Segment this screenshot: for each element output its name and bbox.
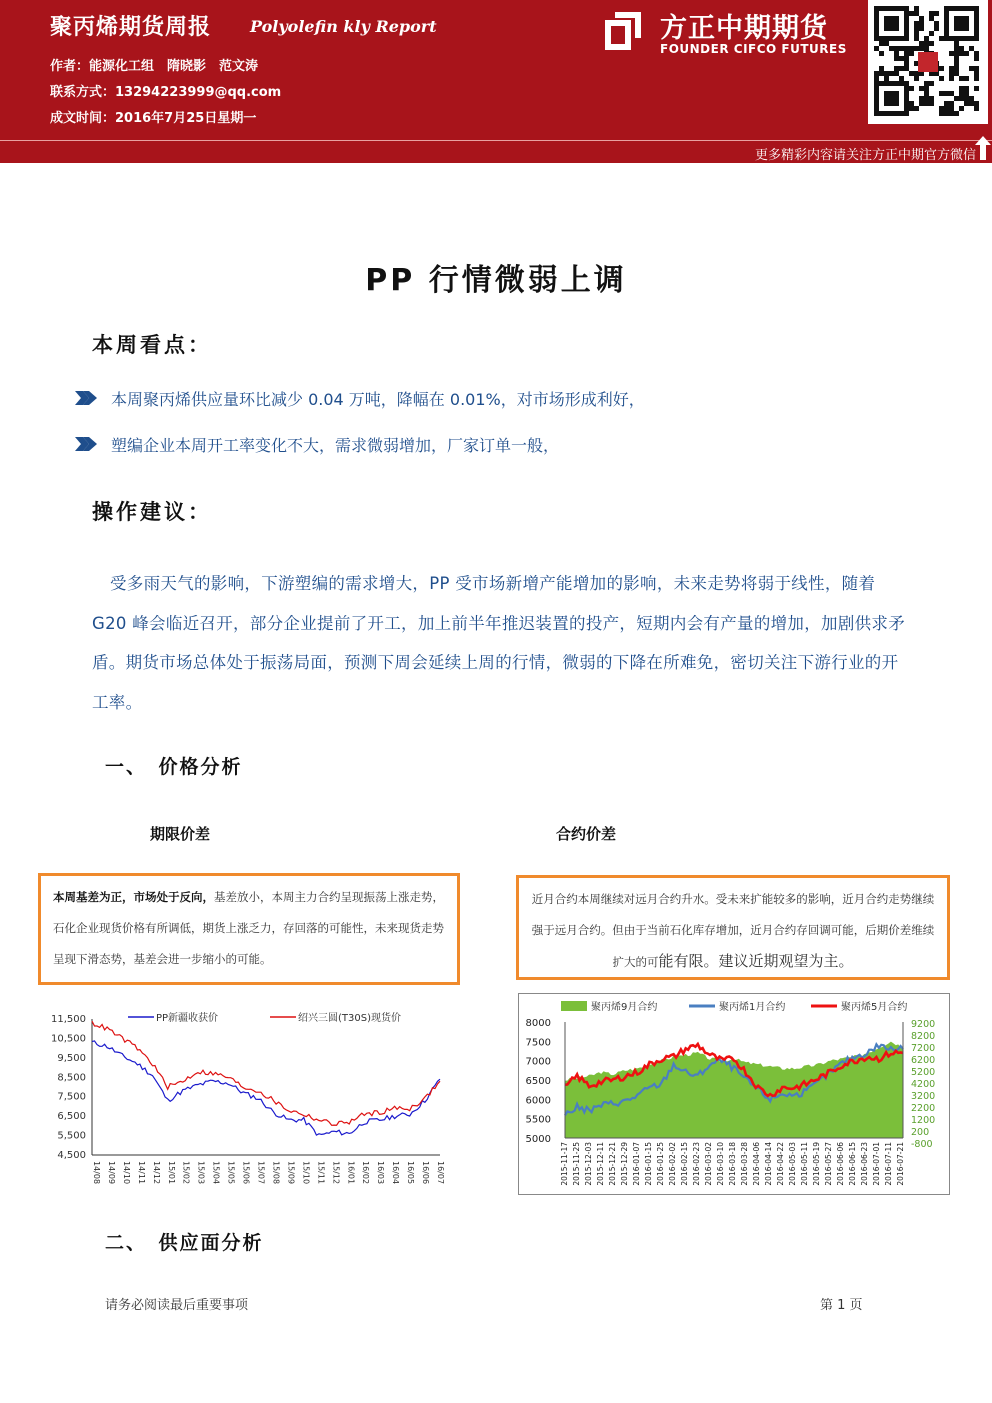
author-line: 作者：能源化工组 隋晓影 范文涛 [50, 59, 259, 74]
x-tick-label: 2016-07-01 [872, 1142, 881, 1186]
header-divider [0, 140, 992, 141]
x-tick-label: 2016-06-06 [836, 1142, 845, 1186]
advice-heading: 操作建议： [92, 500, 212, 524]
wechat-slogan: 更多精彩内容请关注方正中期官方微信 [754, 148, 976, 163]
x-tick-label: 2016-01-25 [656, 1142, 665, 1186]
advice-paragraph: 受多雨天气的影响，下游塑编的需求增大，PP 受市场新增产能增加的影响，未来走势将弱于线性，随着 G20 峰会临近召开，部分企业提前了开工，加上前半年推迟装置的投产，短期内会有产量的增加，加剧供求矛盾。期货市场总体处于振荡局面，预测下周会延续上周的行情，微弱的下降在所难免，密切关注下游行业的开工率。 [92, 574, 906, 712]
y-tick-label: 8,500 [57, 1072, 86, 1084]
contract-spread-chart [518, 993, 950, 1195]
x-tick-label: 2016-06-23 [860, 1142, 869, 1186]
x-tick-label: 16/04 [391, 1161, 401, 1185]
y-tick-label: 10,500 [51, 1033, 86, 1045]
x-tick-label: 2016-04-14 [764, 1142, 773, 1186]
y-left-tick-label: 6000 [525, 1095, 551, 1107]
y-right-tick-label: 200 [911, 1127, 930, 1138]
x-tick-label: 2016-03-28 [740, 1142, 749, 1186]
page-title: PP 行情微弱上调 [365, 263, 627, 298]
x-tick-label: 16/05 [406, 1161, 416, 1185]
x-tick-label: 2016-05-11 [800, 1142, 809, 1186]
y-tick-label: 6,500 [57, 1111, 86, 1123]
bullet-arrow-icon [75, 391, 97, 405]
date-line: 成文时间：2016年7月25日星期一 [50, 111, 257, 126]
page-number: 第 1 页 [820, 1298, 863, 1313]
x-tick-label: 2015-11-17 [560, 1142, 569, 1186]
wechat-qr-code [868, 0, 988, 124]
contact-line: 联系方式：13294223999@qq.com [50, 85, 282, 100]
y-right-tick-label: 5200 [911, 1067, 936, 1078]
section-price-heading: 一、 价格分析 [105, 756, 243, 778]
legend-swatch [561, 1001, 587, 1011]
legend-label: 聚丙烯1月合约 [719, 1002, 786, 1013]
y-left-tick-label: 8000 [525, 1018, 551, 1029]
section-supply-heading: 二、 供应面分析 [105, 1232, 264, 1254]
y-tick-label: 7,500 [57, 1091, 86, 1103]
bullet-arrow-icon [75, 437, 97, 451]
x-tick-label: 15/09 [286, 1161, 296, 1185]
qr-center-logo [918, 52, 938, 72]
x-tick-label: 16/07 [436, 1161, 445, 1185]
legend-label: 聚丙烯5月合约 [841, 1002, 908, 1013]
x-tick-label: 2015-12-11 [596, 1142, 605, 1186]
y-left-tick-label: 5500 [525, 1114, 551, 1126]
x-tick-label: 14/10 [121, 1161, 131, 1185]
arrow-up-icon [975, 136, 991, 160]
term-spread-note [38, 873, 460, 985]
x-tick-label: 15/11 [316, 1161, 326, 1185]
x-tick-label: 16/02 [361, 1161, 371, 1185]
x-tick-label: 15/03 [196, 1161, 206, 1185]
x-tick-label: 15/04 [211, 1161, 221, 1185]
x-tick-label: 16/06 [421, 1161, 431, 1185]
x-tick-label: 15/02 [181, 1161, 191, 1185]
contract-spread-note [516, 875, 950, 980]
term-spread-note-text: 基差放小，本周主力合约呈现振荡上涨走势，石化企业现货价格有所调低，期货上涨乏力，存回落的可能性，未来现货走势呈现下滑态势，基差会进一步缩小的可能。 [53, 890, 444, 966]
contract-spread-note-emph: 能有限。建议近期观望为主。 [658, 952, 854, 970]
x-tick-label: 2016-04-06 [752, 1142, 761, 1186]
legend-label: 绍兴三圆(T30S)现货价 [298, 1013, 401, 1024]
x-tick-label: 2016-03-10 [716, 1142, 725, 1186]
x-tick-label: 2016-05-03 [788, 1142, 797, 1186]
x-tick-label: 2016-01-07 [632, 1142, 641, 1186]
x-tick-label: 2016-03-18 [728, 1142, 737, 1186]
y-tick-label: 5,500 [57, 1130, 86, 1142]
x-tick-label: 15/08 [271, 1161, 281, 1185]
x-tick-label: 16/01 [346, 1161, 356, 1185]
x-tick-label: 2016-02-15 [680, 1142, 689, 1186]
report-header [0, 0, 992, 163]
contract-spread-note-text: 近月合约本周继续对远月合约升水。受未来扩能较多的影响，近月合约走势继续强于远月合约。但由于当前石化库存增加，近月合约存回调可能，后期价差维续扩大的可 [531, 892, 935, 969]
x-tick-label: 14/08 [92, 1161, 101, 1185]
x-tick-label: 14/12 [151, 1161, 161, 1185]
x-tick-label: 2016-01-15 [644, 1142, 653, 1186]
term-spread-note-bold: 本周基差为正，市场处于反向， [53, 890, 214, 904]
x-tick-label: 2016-07-21 [896, 1142, 905, 1186]
x-tick-label: 2015-11-25 [572, 1142, 581, 1186]
x-tick-label: 14/09 [106, 1161, 116, 1185]
logo-text-en: FOUNDER CIFCO FUTURES [660, 42, 847, 56]
x-tick-label: 2016-05-27 [824, 1142, 833, 1186]
y-right-tick-label: 3200 [911, 1091, 936, 1102]
highlight-text: 塑编企业本周开工率变化不大，需求微弱增加，厂家订单一般， [111, 436, 560, 455]
legend-label: 聚丙烯9月合约 [591, 1002, 658, 1013]
y-left-tick-label: 5000 [525, 1134, 551, 1145]
y-right-tick-label: 4200 [911, 1079, 936, 1090]
x-tick-label: 15/01 [166, 1161, 176, 1185]
y-tick-label: 4,500 [57, 1150, 86, 1161]
x-tick-label: 16/03 [376, 1161, 386, 1185]
x-tick-label: 15/07 [256, 1161, 266, 1185]
y-left-tick-label: 6500 [525, 1076, 551, 1087]
x-tick-label: 15/06 [241, 1161, 251, 1185]
y-tick-label: 11,500 [51, 1014, 86, 1025]
x-tick-label: 15/10 [301, 1161, 311, 1185]
term-spread-subtitle: 期限价差 [150, 825, 211, 843]
founder-logo-icon [605, 12, 641, 50]
x-tick-label: 2016-06-15 [848, 1142, 857, 1186]
x-tick-label: 2016-02-23 [692, 1142, 701, 1186]
y-right-tick-label: 1200 [911, 1115, 936, 1126]
y-right-tick-label: 8200 [911, 1031, 936, 1042]
x-tick-label: 15/12 [331, 1161, 341, 1185]
x-tick-label: 2016-03-02 [704, 1142, 713, 1186]
x-tick-label: 2015-12-29 [620, 1142, 629, 1186]
y-left-tick-label: 7000 [525, 1056, 551, 1068]
legend-label: PP新疆收获价 [156, 1013, 219, 1024]
x-tick-label: 14/11 [136, 1161, 146, 1185]
x-tick-label: 2016-04-22 [776, 1142, 785, 1186]
y-tick-label: 9,500 [57, 1052, 86, 1064]
report-title-cn: 聚丙烯期货周报 [50, 15, 212, 40]
x-tick-label: 2015-12-21 [608, 1142, 617, 1186]
x-tick-label: 2015-12-03 [584, 1142, 593, 1186]
highlights-heading: 本周看点： [92, 333, 212, 357]
footer-disclaimer: 请务必阅读最后重要事项 [105, 1298, 249, 1313]
x-tick-label: 2016-07-11 [884, 1142, 893, 1186]
basis-chart [40, 1005, 450, 1195]
y-right-tick-label: -800 [911, 1139, 933, 1150]
logo-text-cn: 方正中期期货 [660, 13, 828, 44]
x-tick-label: 2016-02-02 [668, 1142, 677, 1186]
contract-spread-subtitle: 合约价差 [556, 825, 617, 843]
highlight-text: 本周聚丙烯供应量环比减少 0.04 万吨，降幅在 0.01%，对市场形成利好， [111, 390, 645, 409]
x-tick-label: 2016-05-19 [812, 1142, 821, 1186]
x-tick-label: 15/05 [226, 1161, 236, 1185]
y-left-tick-label: 7500 [525, 1037, 551, 1049]
y-right-tick-label: 9200 [911, 1019, 936, 1030]
series-line [92, 1021, 440, 1125]
report-title-en: Polyolefin kly Report [250, 17, 437, 36]
y-right-tick-label: 7200 [911, 1043, 936, 1054]
y-right-tick-label: 6200 [911, 1055, 936, 1066]
y-right-tick-label: 2200 [911, 1103, 936, 1114]
